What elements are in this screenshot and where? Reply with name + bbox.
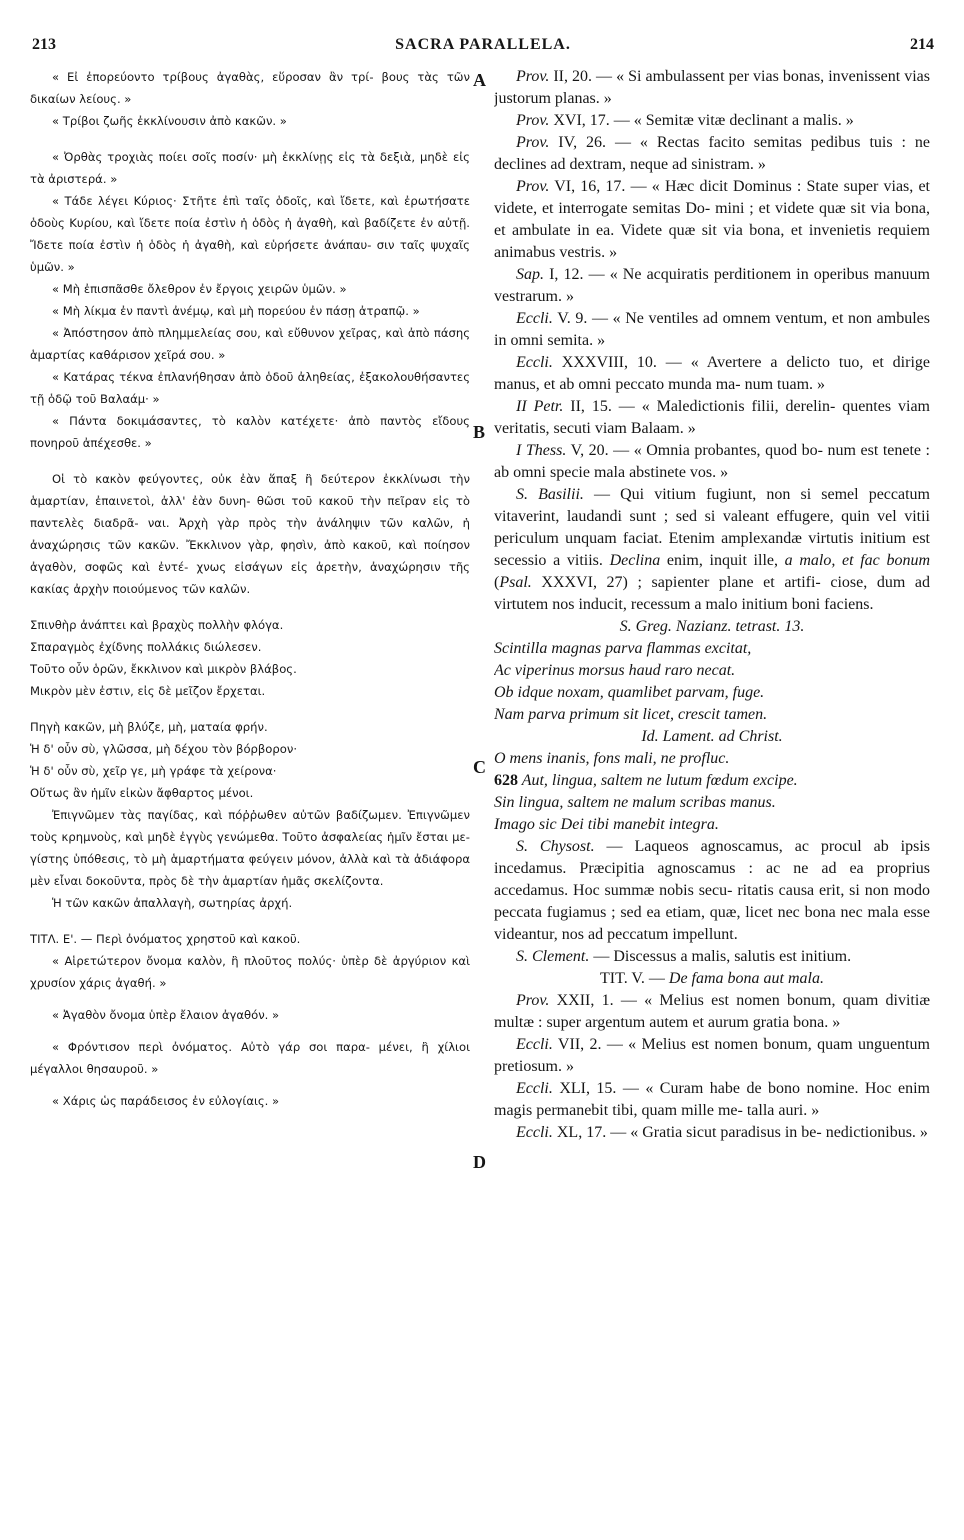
citation: Prov. xyxy=(516,992,550,1009)
citation-text: XLI, 15. — « Curam habe de bono nomine. Hoc enim magis permanebit tibi, quam mille me- talla auri. » xyxy=(494,1080,930,1119)
greek-paragraph: « Φρόντισον περὶ ὀνόματος. Αὐτὸ γάρ σοι παρα- μένει, ἢ χίλιοι μέγαλλοι θησαυροῦ. » xyxy=(30,1040,470,1076)
greek-column xyxy=(30,66,470,1506)
italic-text: Declina xyxy=(609,552,661,569)
citation: Prov. xyxy=(516,68,550,85)
latin-column xyxy=(494,66,930,1506)
latin-verse: Sin lingua, saltem ne malum scribas manus. xyxy=(494,794,776,811)
latin-verse: Imago sic Dei tibi manebit integra. xyxy=(494,816,719,833)
citation-text: V, 20. — « Omnia probantes, quod bo- num est tenete : ab omni specie mala abstinete vos. » xyxy=(494,442,930,481)
latin-verse: Nam parva primum sit licet, crescit tamen. xyxy=(494,706,768,723)
latin-paragraph xyxy=(494,1034,930,1078)
latin-paragraph xyxy=(494,396,930,440)
citation-text: V. 9. — « Ne ventiles ad omnem ventum, et non ambules in omni semita. » xyxy=(494,310,930,349)
greek-paragraph: « Αἱρετώτερον ὄνομα καλὸν, ἢ πλοῦτος πολύς· ὑπὲρ δὲ ἀργύριον καὶ χρυσίον χάρις ἀγαθή. » xyxy=(30,954,470,990)
greek-paragraph: « Ἀγαθὸν ὄνομα ὑπὲρ ἔλαιον ἀγαθόν. » xyxy=(52,1008,280,1022)
greek-paragraph: « Μὴ ἐπισπᾶσθε ὄλεθρον ἐν ἔργοις χειρῶν ὑμῶν. » xyxy=(52,282,347,296)
citation-text: — Qui vitium fugiunt, non si semel peccatum vitaverint, laudandi sunt ; sed si valeant effugere, quin vel vitii periculum unquam faciat. Etenim amplexandæ virtutis initium est secessio a vitiis. xyxy=(494,486,930,569)
section-heading: S. Greg. Nazianz. tetrast. 13. xyxy=(619,618,805,635)
latin-paragraph xyxy=(494,132,930,176)
citation-text: I, 12. — « Ne acquiratis perditionem in operibus manuum vestrarum. » xyxy=(494,266,930,305)
citation-text: XVI, 17. — « Semitæ vitæ declinant a malis. » xyxy=(549,112,854,129)
citation: Eccli. xyxy=(516,354,553,371)
greek-paragraph: « Κατάρας τέκνα ἐπλανήθησαν ἀπὸ ὁδοῦ ἀληθείας, ἐξακολουθήσαντες τῇ ὁδῷ τοῦ Βαλαάμ· » xyxy=(30,370,470,406)
latin-paragraph xyxy=(494,308,930,352)
greek-paragraph: « Πάντα δοκιμάσαντες, τὸ καλὸν κατέχετε· ἀπὸ παντὸς εἴδους πονηροῦ ἀπέχεσθε. » xyxy=(30,414,470,450)
page-header xyxy=(32,36,934,58)
title-text: De fama bona aut mala. xyxy=(668,970,824,987)
citation-text: ( xyxy=(494,574,500,591)
citation: II Petr. xyxy=(516,398,564,415)
latin-paragraph xyxy=(494,264,930,308)
margin-letter-d: D xyxy=(473,1152,486,1172)
latin-paragraph xyxy=(494,990,930,1034)
greek-verse: Μικρὸν μὲν ἐστιν, εἰς δὲ μεῖζον ἔρχεται. xyxy=(30,684,266,698)
section-title xyxy=(494,968,930,990)
greek-paragraph: Ἡ τῶν κακῶν ἀπαλλαγὴ, σωτηρίας ἀρχή. xyxy=(52,896,293,910)
title-number: TIT. V. — xyxy=(600,970,669,987)
greek-verse: Οὕτως ἂν ἡμῖν εἰκὼν ἄφθαρτος μένοι. xyxy=(30,786,254,800)
citation-text: II, 15. — « Maledictionis filii, derelin- quentes viam veritatis, secuti viam Balaam. » xyxy=(494,398,930,437)
citation-text: enim, inquit ille, xyxy=(660,552,785,569)
margin-letter-a: A xyxy=(473,70,486,90)
column-number: 628 xyxy=(494,772,518,789)
greek-verse: Ἡ δ' οὖν σὺ, γλῶσσα, μὴ δέχου τὸν βόρβορον· xyxy=(30,742,298,756)
latin-verse: Ac viperinus morsus haud raro necat. xyxy=(494,662,736,679)
latin-paragraph xyxy=(494,1078,930,1122)
citation-text: — Discessus a malis, salutis est initium. xyxy=(589,948,852,965)
greek-verse: Σπινθὴρ ἀνάπτει καὶ βραχὺς πολλὴν φλόγα. xyxy=(30,618,284,632)
latin-verse: Ob idque noxam, quamlibet parvam, fuge. xyxy=(494,684,765,701)
citation: Eccli. xyxy=(516,1036,553,1053)
margin-letter-b: B xyxy=(473,422,486,442)
latin-verse xyxy=(494,770,930,792)
greek-paragraph: « Ὀρθὰς τροχιὰς ποίει σοῖς ποσίν· μὴ ἐκκλίνῃς εἰς τὰ δεξιὰ, μηδὲ εἰς τὰ ἀριστερά. » xyxy=(30,150,470,186)
latin-paragraph xyxy=(494,484,930,616)
italic-text: a malo, et fac bonum xyxy=(784,552,930,569)
greek-paragraph: Οἱ τὸ κακὸν φεύγοντες, οὐκ ἐὰν ἅπαξ ἢ δεύτερον ἐκκλίνωσι τὴν ἁμαρτίαν, ἐπαινετοὶ, ἀλλ' ἐὰν δυνη- θῶσι τοῦ κακοῦ τὴν πεῖραν εἰς τὸ παντελὲς διαδρᾶ- ναι. Ἀρχὴ γὰρ πρὸς τὴν ἀνάληψιν τῶν καλῶν, ἡ ἀναχώρησις τῶν κακῶν. Ἔκκλινον γὰρ, φησὶν, ἀπὸ κακοῦ, καὶ ποίησον ἀγαθὸν, σοφῶς καὶ ἐντέ- χνως εἰσάγων εἰς ἀρετὴν, ἀναχώρησιν τῆς κακίας ἀρχὴν ποιούμενος τῶν καλῶν. xyxy=(30,472,470,596)
greek-paragraph: « Εἰ ἐπορεύοντο τρίβους ἀγαθὰς, εὕροσαν ἂν τρί- βους τὰς τῶν δικαίων λείους. » xyxy=(30,70,470,106)
greek-paragraph: « Χάρις ὡς παράδεισος ἐν εὐλογίαις. » xyxy=(52,1094,280,1108)
latin-paragraph xyxy=(494,176,930,264)
greek-verse: Σπαραγμὸς ἐχίδνης πολλάκις διώλεσεν. xyxy=(30,640,262,654)
citation-text: — Laqueos agnoscamus, ac procul ab ipsis incedamus. Præcipitia agnoscamus : ac ne ad ea proprius accedamus. Hoc summæ nobis secu- ritatis causa erit, si non modo peccata fugiamus ; sed ea etiam, quæ, licet nec bona nec mala esse videantur, nos ad peccatum impellunt. xyxy=(494,838,930,943)
citation: Prov. xyxy=(516,134,550,151)
page-number-left: 213 xyxy=(32,36,56,53)
citation: S. Chysost. xyxy=(516,838,595,855)
citation: Prov. xyxy=(516,178,550,195)
greek-paragraph: « Μὴ λίκμα ἐν παντὶ ἀνέμῳ, καὶ μὴ πορεύου ἐν πάσῃ ἀτραπῷ. » xyxy=(52,304,420,318)
greek-paragraph: « Τρίβοι ζωῆς ἐκκλίνουσιν ἀπὸ κακῶν. » xyxy=(52,114,287,128)
citation-text: XXXVIII, 10. — « Avertere a delicto tuo, et dirige manus, et ab omni peccato munda ma- num tuam. » xyxy=(494,354,930,393)
greek-paragraph: « Ἀπόστησον ἀπὸ πλημμελείας σου, καὶ εὔθυνον χεῖρας, καὶ ἀπὸ πάσης ἁμαρτίας καθάρισον χεῖρά σου. » xyxy=(30,326,470,362)
latin-verse: Scintilla magnas parva flammas excitat, xyxy=(494,640,752,657)
latin-paragraph xyxy=(494,440,930,484)
latin-paragraph xyxy=(494,110,930,132)
citation-text: II, 20. — « Si ambulassent per vias bonas, invenissent vias justorum planas. » xyxy=(494,68,930,107)
citation-text: XXXVI, 27) ; sapienter plane et artifi- ciose, dum ad virtutem nos inducit, recessum a malo initium boni faciens. xyxy=(494,574,930,613)
running-title: SACRA PARALLELA. xyxy=(395,36,571,53)
greek-paragraph: Ἐπιγνῶμεν τὰς παγίδας, καὶ πόῤῥωθεν αὐτῶν βαδίζωμεν. Ἐπιγνῶμεν τοὺς κρημνοὺς, καὶ μηδὲ ἐγγὺς γενώμεθα. Τοῦτο ἀσφαλείας ἡμῖν ἔσται με- γίστης ὑπόθεσις, τὸ μὴ ἁμαρτήματα φεύγειν μόνον, ἀλλὰ καὶ τὰ ἀδιάφορα μὲν εἶναι δοκοῦντα, πρὸς δὲ τὴν ἁμαρτίαν ἡμᾶς σκελίζοντα. xyxy=(30,808,470,888)
citation-text: VII, 2. — « Melius est nomen bonum, quam unguentum pretiosum. » xyxy=(494,1036,930,1075)
italic-text: Psal. xyxy=(499,574,532,591)
verse-text: Aut, lingua, saltem ne lutum fœdum excipe. xyxy=(518,772,798,789)
margin-letter-c: C xyxy=(473,757,486,777)
citation: Eccli. xyxy=(516,310,553,327)
greek-section-title: ΤΙΤΛ. Ε'. — Περὶ ὀνόματος χρηστοῦ καὶ κακοῦ. xyxy=(30,932,301,946)
latin-paragraph xyxy=(494,352,930,396)
citation: S. Clement. xyxy=(516,948,590,965)
greek-verse: Ἡ δ' οὖν σὺ, χεῖρ γε, μὴ γράφε τὰ χείρονα· xyxy=(30,764,277,778)
citation: Sap. xyxy=(516,266,544,283)
citation: S. Basilii. xyxy=(516,486,584,503)
latin-paragraph xyxy=(494,66,930,110)
citation-text: VI, 16, 17. — « Hæc dicit Dominus : State super vias, et videte, et interrogate semitas Do- mini ; et videte quæ sit via bona, et ambulate in ea. Videte quæ sit via bona, et invenietis requiem animabus vestris. » xyxy=(494,178,930,261)
greek-paragraph: « Τάδε λέγει Κύριος· Στῆτε ἐπὶ ταῖς ὁδοῖς, καὶ ἴδετε, καὶ ἐρωτήσατε ὁδοὺς Κυρίου, καὶ ἴδετε ποία ἐστὶν ἡ ὁδὸς ἡ ἀγαθὴ, καὶ βαδίζετε ἐν αὐτῇ. Ἴδετε ποία ἐστὶν ἡ ὁδὸς ἡ ἀγαθὴ, καὶ εὑρήσετε ἀνάπαυ- σιν ταῖς ψυχαῖς ὑμῶν. » xyxy=(30,194,470,274)
citation: I Thess. xyxy=(516,442,567,459)
citation-text: IV, 26. — « Rectas facito semitas pedibus tuis : ne declines ad dextram, neque ad sinistram. » xyxy=(494,134,930,173)
page-number-right: 214 xyxy=(910,36,934,53)
latin-paragraph xyxy=(494,836,930,946)
latin-paragraph xyxy=(494,1122,930,1144)
latin-verse: O mens inanis, fons mali, ne profluc. xyxy=(494,750,730,767)
citation: Eccli. xyxy=(516,1080,553,1097)
citation-text: XL, 17. — « Gratia sicut paradisus in be- nedictionibus. » xyxy=(552,1124,928,1141)
latin-paragraph xyxy=(494,946,930,968)
greek-verse: Πηγὴ κακῶν, μὴ βλύζε, μὴ, ματαία φρήν. xyxy=(30,720,268,734)
section-heading: Id. Lament. ad Christ. xyxy=(641,728,783,745)
citation-text: XXII, 1. — « Melius est nomen bonum, quam divitiæ multæ : super argentum autem et aurum gratia bona. » xyxy=(494,992,930,1031)
citation: Prov. xyxy=(516,112,550,129)
greek-verse: Τοῦτο οὖν ὁρῶν, ἔκκλινον καὶ μικρὸν βλάβος. xyxy=(30,662,297,676)
citation: Eccli. xyxy=(516,1124,553,1141)
